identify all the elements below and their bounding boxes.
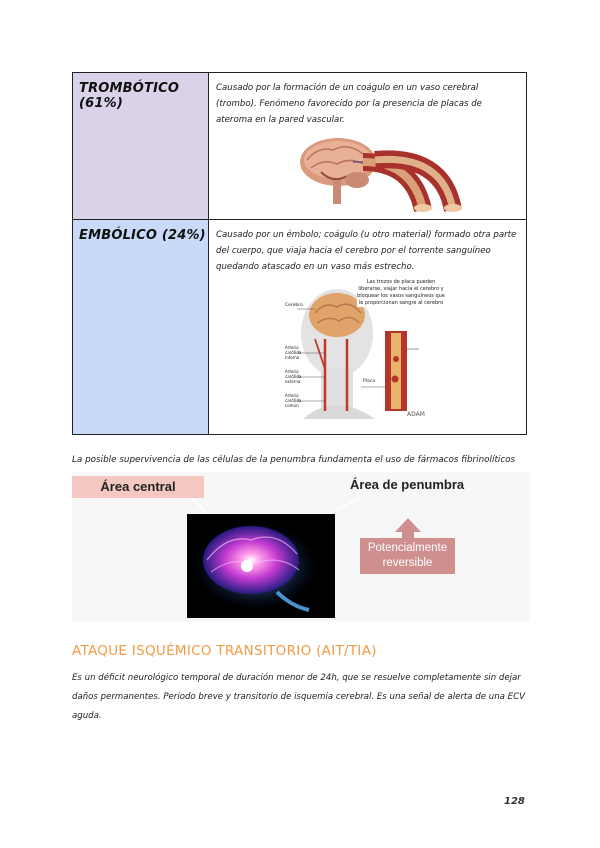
adam-watermark: ADAM <box>407 411 425 418</box>
reversible-label: Potencialmente reversible <box>360 538 455 574</box>
trombotico-label: TROMBÓTICO (61%) <box>79 81 180 111</box>
table-row <box>73 73 527 220</box>
embolico-description: Causado por un émbolo; coágulo (u otro material) formado otra parte del cuerpo, que viaja hacia el cerebro por el torrente sanguíneo quedando atascado en un vaso más estrecho. <box>216 230 517 272</box>
section-title: ATAQUE ISQUÉMICO TRANSITORIO (AIT/TIA) <box>72 643 377 659</box>
label-carotida-comun: Arteria carótida común <box>285 393 302 408</box>
area-central-label: Área central <box>72 476 204 498</box>
penumbra-infographic <box>72 472 530 622</box>
brain-scan-image <box>187 514 335 618</box>
area-penumbra-label: Área de penumbra <box>350 477 465 492</box>
figure-caption: La posible supervivencia de las células de la penumbra fundamenta el uso de fármacos fibrinolíticos <box>72 455 516 465</box>
arrow-up-icon <box>395 518 421 532</box>
label-cerebro: Cerebro <box>285 303 303 308</box>
embolico-label-cell <box>73 220 209 435</box>
trombotico-label-cell <box>73 73 209 220</box>
page-number: 128 <box>504 796 525 807</box>
trombotico-description-cell <box>209 73 527 220</box>
section-body: Es un déficit neurológico temporal de duración menor de 24h, que se resuelve completamente sin dejar daños permanentes. Periodo breve y transitorio de isquemia cerebral. Es una señal de alerta de una ECV aguda. <box>72 673 525 721</box>
embolico-label: EMBÓLICO (24%) <box>79 228 206 243</box>
label-placa: Placa <box>363 379 375 384</box>
brain-artery-illustration <box>293 132 463 214</box>
embolism-head-illustration <box>285 279 447 421</box>
embolism-callout-text: Las trozos de placa pueden liberarse, viajar hacia el cerebro y bloquear los vasos sanguíneos que le proporcionan sangre al cerebro <box>357 279 445 306</box>
table-row <box>73 220 527 435</box>
embolico-description-cell <box>209 220 527 435</box>
stroke-types-table <box>72 72 527 435</box>
label-carotida-externa: Arteria carótida externa <box>285 369 302 384</box>
label-carotida-interna: Arteria carótida interna <box>285 345 302 360</box>
trombotico-description: Causado por la formación de un coágulo en un vaso cerebral (trombo). Fenómeno favorecido por la presencia de placas de ateroma en la pared vascular. <box>216 83 482 125</box>
